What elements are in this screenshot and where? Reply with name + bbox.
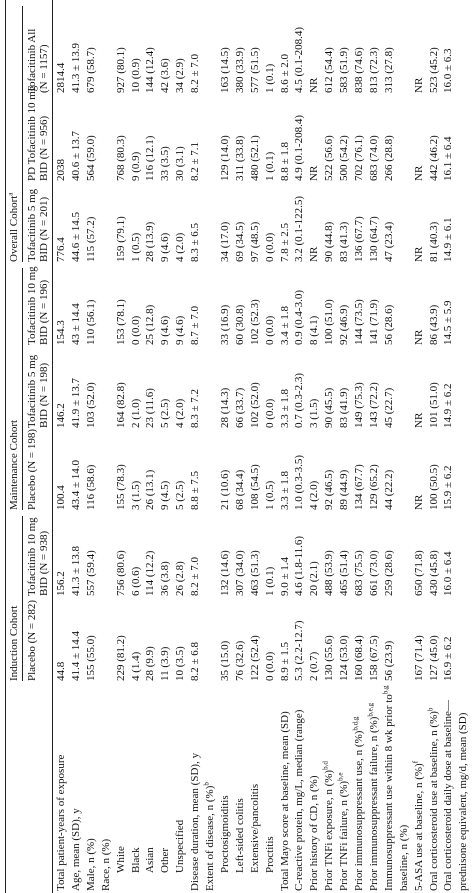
table-cell: 141 (71.9): [367, 299, 380, 345]
table-header-rule: [52, 0, 53, 893]
table-cell: 28 (9.9): [144, 646, 157, 681]
row-label-text: Asian: [144, 847, 157, 873]
footnote-marker: f: [410, 760, 419, 764]
row-label-text: Total Mayo score at baseline, mean (SD): [278, 711, 291, 891]
table-cell: 8.7 ± 7.0: [189, 305, 202, 345]
row-label-text: Proctosigmoiditis: [218, 795, 231, 873]
table-cell: 101 (51.0): [427, 382, 440, 428]
table-cell: 89 (44.9): [338, 469, 351, 510]
column-header: [26, 86, 50, 181]
row-label-text: Extent of disease, n (%): [204, 785, 216, 891]
column-header-line2: BID (N = 956): [38, 115, 50, 181]
table-cell: 313 (27.8): [382, 47, 395, 93]
table-cell: 30 (3.1): [174, 146, 187, 181]
row-label: [56, 755, 67, 891]
row-label: [443, 700, 454, 891]
table-cell: 8 (4.1): [308, 315, 321, 345]
table-cell: 44 (22.2): [382, 469, 395, 510]
table-cell: 23 (11.6): [144, 388, 157, 428]
table-cell: 20 (2.1): [308, 561, 321, 596]
table-cell: 26 (13.1): [144, 469, 157, 510]
table-cell: 4.6 (1.8-11.6): [293, 535, 306, 596]
table-cell: 130 (64.7): [367, 216, 380, 262]
table-cell: 5.3 (2.2-12.7): [293, 620, 306, 681]
table-cell: 3 (1.5): [129, 480, 142, 510]
table-cell: 68 (34.4): [233, 469, 246, 510]
table-cell: 76 (32.6): [233, 640, 246, 681]
table-cell: 442 (46.2): [427, 135, 440, 181]
table-cell: NR: [412, 165, 425, 181]
column-header-line1: Tofacitinib 5 mg: [26, 354, 38, 428]
row-label-text: Immunosuppressant use within 8 wk prior to: [382, 694, 395, 891]
table-cell: 43.4 ± 14.0: [69, 459, 82, 510]
table-cell: 9 (4.6): [159, 315, 172, 345]
table-cell: 683 (74.0): [367, 135, 380, 181]
table-cell: 776.4: [55, 237, 67, 262]
column-header-line2: BID (N = 938): [38, 530, 50, 596]
table-cell: 1 (0.5): [129, 232, 142, 262]
table-cell: 155 (78.3): [114, 464, 127, 510]
table-cell: 927 (80.1): [114, 47, 127, 93]
row-label-text: Black: [129, 847, 142, 873]
row-label: [235, 798, 246, 873]
row-label: [190, 753, 201, 891]
row-label-text: Prior TNFi exposure, n (%): [323, 769, 336, 891]
table-cell: 69 (34.5): [233, 221, 246, 262]
column-header-line2: BID (N = 198): [38, 362, 50, 428]
group-header-label: Induction Cohort: [8, 605, 20, 681]
column-header: [26, 429, 38, 510]
row-label-text: Proctitis: [263, 836, 276, 873]
row-label: [336, 772, 351, 891]
table-cell: 26 (2.8): [174, 561, 187, 596]
table-cell: 154.3: [55, 320, 67, 345]
table-cell: 100.4: [55, 485, 67, 510]
table-cell: 9 (4.5): [159, 480, 172, 510]
row-label-text: Prior immunosuppressant use, n (%): [353, 730, 365, 891]
row-label-text: Other: [159, 847, 172, 873]
table-cell: 4 (1.4): [129, 651, 142, 681]
table-cell: 41.9 ± 13.7: [69, 377, 82, 428]
table-cell: 144 (73.5): [353, 299, 365, 345]
table-cell: 679 (58.7): [84, 47, 97, 93]
footnote-marker: b: [202, 782, 211, 786]
table-cell: 16.1 ± 6.4: [442, 136, 455, 181]
column-header-line1: Placebo (N = 198): [26, 428, 38, 510]
row-label: [101, 839, 112, 891]
table-cell: 14.9 ± 6.2: [442, 383, 455, 428]
table-cell: 160 (68.4): [353, 635, 365, 681]
table-cell: 164 (82.8): [114, 382, 127, 428]
table-cell: 86 (43.9): [427, 304, 440, 345]
table-cell: 307 (34.0): [233, 550, 246, 596]
table-cell: NR: [412, 494, 425, 510]
table-cell: 16.9 ± 6.2: [442, 636, 455, 681]
table-cell: 3.3 ± 1.8: [278, 388, 291, 428]
table-cell: 100 (50.5): [427, 464, 440, 510]
column-header-line1: Tofacitinib 10 mg: [26, 266, 38, 345]
row-label-text: Extensive/pancolitis: [248, 783, 261, 873]
table-cell: 116 (12.1): [144, 135, 157, 181]
table-cell: 42 (3.6): [159, 58, 172, 93]
table-cell: 102 (52.0): [248, 382, 261, 428]
table-cell: 10 (0.9): [129, 58, 142, 93]
table-cell: 465 (51.4): [338, 550, 351, 596]
column-header-line2: BID (N = 201): [38, 196, 50, 262]
table-cell: 5 (2.5): [159, 398, 172, 428]
row-label-text: Disease duration, mean (SD), y: [189, 752, 202, 891]
table-cell: 115 (57.2): [84, 216, 97, 262]
row-label: [202, 782, 216, 891]
table-cell: 266 (28.8): [382, 135, 395, 181]
table-cell: 163 (14.5): [218, 47, 231, 93]
table-cell: 702 (76.1): [353, 135, 365, 181]
table-cell: 557 (59.4): [84, 550, 97, 596]
table-cell: 3 (1.5): [308, 398, 321, 428]
table-cell: 25 (12.8): [144, 304, 157, 345]
table-cell: 56 (28.6): [382, 304, 395, 345]
table-cell: 134 (67.7): [353, 464, 365, 510]
table-cell: 9 (4.6): [159, 232, 172, 262]
table-cell: 8.8 ± 1.8: [278, 141, 291, 181]
table-cell: 838 (74.6): [353, 47, 365, 93]
table-cell: 1 (0.5): [263, 480, 276, 510]
table-cell: 259 (28.6): [382, 550, 395, 596]
table-cell: 564 (59.0): [84, 135, 97, 181]
table-cell: NR: [412, 246, 425, 262]
table-cell: 33 (3.5): [159, 146, 172, 181]
table-cell: NR: [412, 329, 425, 345]
table-cell: 1 (0.1): [263, 151, 276, 181]
row-label-text: Male, n (%): [84, 838, 97, 891]
table-cell: 0 (0.0): [263, 651, 276, 681]
column-header: [26, 29, 50, 93]
table-cell: 149 (75.3): [353, 382, 365, 428]
row-label-text: Total patient-years of exposure: [55, 754, 67, 891]
table-cell: 60 (30.8): [233, 304, 246, 345]
table-cell: 16.0 ± 6.4: [442, 551, 455, 596]
table-cell: 167 (71.4): [412, 635, 425, 681]
table-cell: 40.6 ± 13.7: [69, 130, 82, 181]
row-label: [410, 760, 425, 891]
table-cell: 44.6 ± 14.5: [69, 211, 82, 262]
row-label: [250, 784, 261, 873]
row-label: [71, 808, 82, 891]
table-cell: NR: [412, 412, 425, 428]
table-cell: 144 (12.4): [144, 47, 157, 93]
table-cell: 83 (41.3): [338, 221, 351, 262]
footnote-marker: b,g: [381, 685, 390, 695]
row-label: [381, 685, 395, 891]
table-cell: 41.4 ± 14.4: [69, 630, 82, 681]
table-cell: 10 (3.5): [174, 646, 187, 681]
table-cell: 36 (3.8): [159, 561, 172, 596]
column-header: [26, 266, 50, 345]
column-header: [26, 517, 50, 596]
table-cell: 1 (0.1): [263, 566, 276, 596]
table-cell: 0 (0.0): [263, 398, 276, 428]
table-cell: 143 (72.2): [367, 382, 380, 428]
row-label-text: Oral corticosteroid use at baseline, n (%): [427, 711, 440, 891]
column-header: [26, 600, 38, 681]
table-cell: 4 (2.0): [174, 232, 187, 262]
table-cell: 3.3 ± 1.8: [278, 470, 291, 510]
table-cell: 577 (51.5): [248, 47, 261, 93]
table-cell: 41.3 ± 13.9: [69, 42, 82, 93]
table-cell: 8.2 ± 6.8: [189, 641, 202, 681]
row-label-text: White: [114, 846, 127, 873]
row-label-text: Oral corticosteroid daily dose at baseline—: [442, 700, 455, 891]
group-header: [8, 420, 20, 510]
group-underline: [22, 6, 23, 262]
table-cell: 33 (16.9): [218, 304, 231, 345]
group-header-label: Overall Cohort: [8, 195, 20, 262]
table-cell: 2 (1.0): [129, 398, 142, 428]
row-label: [265, 836, 276, 873]
table-cell: 156.2: [55, 571, 67, 596]
table-cell: 9 (0.9): [129, 151, 142, 181]
table-cell: 380 (33.9): [233, 47, 246, 93]
table-cell: 1.0 (0.3-3.5): [293, 455, 306, 510]
table-cell: 90 (45.5): [323, 387, 336, 428]
group-header-label: Maintenance Cohort: [8, 419, 20, 510]
table-cell: 488 (53.9): [323, 550, 336, 596]
table-cell: 0 (0.0): [263, 315, 276, 345]
table-cell: 612 (54.4): [323, 47, 336, 93]
table-cell: 103 (52.0): [84, 382, 97, 428]
table-cell: 8.3 ± 7.2: [189, 388, 202, 428]
row-label: [175, 820, 186, 873]
row-label: [160, 848, 171, 873]
table-cell: 129 (14.0): [218, 135, 231, 181]
table-top-rule: [5, 0, 6, 893]
group-underline: [22, 516, 23, 681]
table-cell: 153 (78.1): [114, 299, 127, 345]
table-cell: 0 (0.0): [129, 315, 142, 345]
table-cell: 102 (52.3): [248, 299, 261, 345]
table-cell: 56 (23.9): [382, 640, 395, 681]
table-cell: 97 (48.5): [248, 221, 261, 262]
table-cell: 129 (65.2): [367, 464, 380, 510]
table-cell: 81 (40.3): [427, 221, 440, 262]
footnote-marker: b,d: [321, 761, 330, 770]
table-cell: 122 (52.4): [248, 635, 261, 681]
row-label-text: Prior history of CD, n (%): [308, 775, 321, 891]
table-cell: 100 (51.0): [323, 299, 336, 345]
table-cell: 14.9 ± 6.1: [442, 217, 455, 262]
table-cell: 92 (46.9): [338, 304, 351, 345]
table-cell: 756 (80.6): [114, 550, 127, 596]
row-label-text: C-reactive protein, mg/L, median (range): [293, 709, 306, 891]
row-label-text: Age, mean (SD), y: [69, 808, 82, 891]
row-label: [321, 761, 336, 891]
table-cell: 108 (54.5): [248, 464, 261, 510]
column-header: [26, 355, 50, 428]
table-cell: 229 (81.2): [114, 635, 127, 681]
table-cell: 136 (67.7): [353, 216, 365, 262]
table-cell: 311 (33.8): [233, 135, 246, 181]
table-cell: NR: [308, 165, 321, 181]
row-label: [351, 716, 365, 891]
table-cell: 114 (12.2): [144, 550, 157, 596]
table-cell: 8.3 ± 6.5: [189, 222, 202, 262]
table-cell: 430 (45.8): [427, 550, 440, 596]
table-cell: 159 (79.1): [114, 216, 127, 262]
column-header-line1: Tofacitinib 5 mg: [26, 188, 38, 262]
table-cell: 0 (0.0): [263, 232, 276, 262]
table-cell: 8.2 ± 7.0: [189, 53, 202, 93]
table-cell: 28 (14.3): [218, 387, 231, 428]
table-cell: 2 (0.7): [308, 651, 321, 681]
table-cell: 8.8 ± 7.5: [189, 470, 202, 510]
table-cell: 768 (80.3): [114, 135, 127, 181]
row-label: [366, 702, 380, 891]
table-cell: 661 (73.0): [367, 550, 380, 596]
table-cell: 4 (2.0): [174, 398, 187, 428]
table-cell: 583 (51.9): [338, 47, 351, 93]
row-label-continuation: prednisone equivalent, mg/d, mean (SD): [457, 712, 470, 891]
footnote-marker: b,e,g: [366, 702, 375, 717]
table-cell: 34 (17.0): [218, 221, 231, 262]
table-cell: NR: [308, 246, 321, 262]
table-cell: 6 (0.6): [129, 566, 142, 596]
table-cell: 124 (53.0): [338, 635, 351, 681]
table-cell: 66 (33.7): [233, 387, 246, 428]
row-label: [294, 710, 305, 891]
table-cell: 35 (15.0): [218, 640, 231, 681]
column-header-line2: (N = 1157): [38, 44, 50, 93]
row-label-continuation: baseline, n (%): [397, 824, 410, 891]
table-cell: 90 (44.8): [323, 221, 336, 262]
group-header: [8, 193, 20, 262]
footnote-marker: a: [6, 192, 15, 196]
table-cell: 523 (45.2): [427, 47, 440, 93]
row-label: [131, 847, 142, 873]
row-label-text: Prior immunosuppressant failure, n (%): [367, 716, 380, 891]
row-label: [220, 795, 231, 873]
table-cell: 2038: [55, 159, 67, 181]
table-cell: 92 (46.5): [323, 469, 336, 510]
table-cell: 15.9 ± 6.2: [442, 465, 455, 510]
table-cell: 130 (55.6): [323, 635, 336, 681]
group-underline: [22, 268, 23, 510]
table-cell: 8.2 ± 7.1: [189, 141, 202, 181]
footnote-marker: b: [425, 707, 434, 712]
table-cell: NR: [412, 77, 425, 93]
table-cell: 155 (55.0): [84, 635, 97, 681]
row-label-text: Race, n (%): [99, 838, 112, 891]
table-cell: 813 (72.3): [367, 47, 380, 93]
table-cell: 4.5 (0.1-208.4): [293, 27, 306, 93]
table-cell: 9.0 ± 1.4: [278, 556, 291, 596]
table-cell: 132 (14.6): [218, 550, 231, 596]
table-cell: 8.2 ± 7.0: [189, 556, 202, 596]
row-label-text: Left-sided colitis: [233, 798, 246, 873]
row-label: [116, 846, 127, 873]
row-label: [309, 776, 320, 892]
table-cell: 2814.4: [55, 62, 67, 93]
table-cell: 683 (75.5): [353, 550, 365, 596]
table-cell: 9 (4.6): [174, 315, 187, 345]
table-cell: 45 (22.7): [382, 387, 395, 428]
table-cell: 0.9 (0.4-3.0): [293, 290, 306, 345]
table-cell: 522 (56.6): [323, 135, 336, 181]
row-label: [86, 838, 97, 891]
table-cell: 16.0 ± 6.3: [442, 48, 455, 93]
table-cell: 41.3 ± 13.8: [69, 545, 82, 596]
table-cell: 21 (10.6): [218, 469, 231, 510]
table-cell: 34 (2.9): [174, 58, 187, 93]
table-cell: 146.2: [55, 403, 67, 428]
table-cell: 158 (67.5): [367, 635, 380, 681]
table-cell: 8.6 ± 2.0: [278, 53, 291, 93]
table-cell: 116 (58.6): [84, 464, 97, 510]
table-cell: 43 ± 14.4: [69, 303, 82, 345]
row-label: [280, 711, 291, 891]
table-cell: 7.8 ± 2.5: [278, 222, 291, 262]
table-cell: 110 (56.1): [84, 299, 97, 345]
group-header: [8, 606, 20, 681]
table-cell: 3.2 (0.1-122.5): [293, 196, 306, 262]
row-label-text: 5-ASA use at baseline, n (%): [412, 763, 425, 891]
table-cell: 44.8: [55, 661, 67, 681]
table-cell: 8.9 ± 1.5: [278, 641, 291, 681]
table-cell: 500 (54.2): [338, 135, 351, 181]
footnote-marker: b,d,g: [351, 716, 360, 731]
table-cell: 0.7 (0.3-2.3): [293, 373, 306, 428]
table-cell: 3.4 ± 1.8: [278, 305, 291, 345]
row-label: [425, 707, 440, 891]
table-cell: 4 (2.0): [308, 480, 321, 510]
row-label: [145, 847, 156, 873]
table-cell: 28 (13.9): [144, 221, 157, 262]
table-cell: 5 (2.5): [174, 480, 187, 510]
table-cell: 11 (3.9): [159, 646, 172, 681]
column-header-line1: Tofacitinib 10 mg: [26, 517, 38, 596]
table-cell: 47 (23.4): [382, 221, 395, 262]
footnote-marker: b,e: [336, 772, 345, 781]
column-header: [26, 189, 50, 262]
table-cell: 127 (45.0): [427, 635, 440, 681]
table-cell: 1 (0.1): [263, 63, 276, 93]
table-cell: 4.9 (0.1-208.4): [293, 115, 306, 181]
table-cell: 463 (51.3): [248, 550, 261, 596]
table-cell: NR: [308, 77, 321, 93]
row-label-text: Unspecified: [174, 819, 187, 873]
row-label-text: Prior TNFi failure, n (%): [338, 780, 351, 891]
column-header-line1: Placebo (N = 282): [26, 599, 38, 681]
table-cell: 650 (71.8): [412, 550, 425, 596]
table-cell: 480 (52.1): [248, 135, 261, 181]
table-cell: 83 (41.9): [338, 387, 351, 428]
column-header-line1: PD Tofacitinib 10 mg: [26, 85, 38, 181]
column-header-line2: BID (N = 196): [38, 279, 50, 345]
table-cell: 14.5 ± 5.9: [442, 300, 455, 345]
column-header-line1: Tofacitinib All: [26, 28, 38, 93]
